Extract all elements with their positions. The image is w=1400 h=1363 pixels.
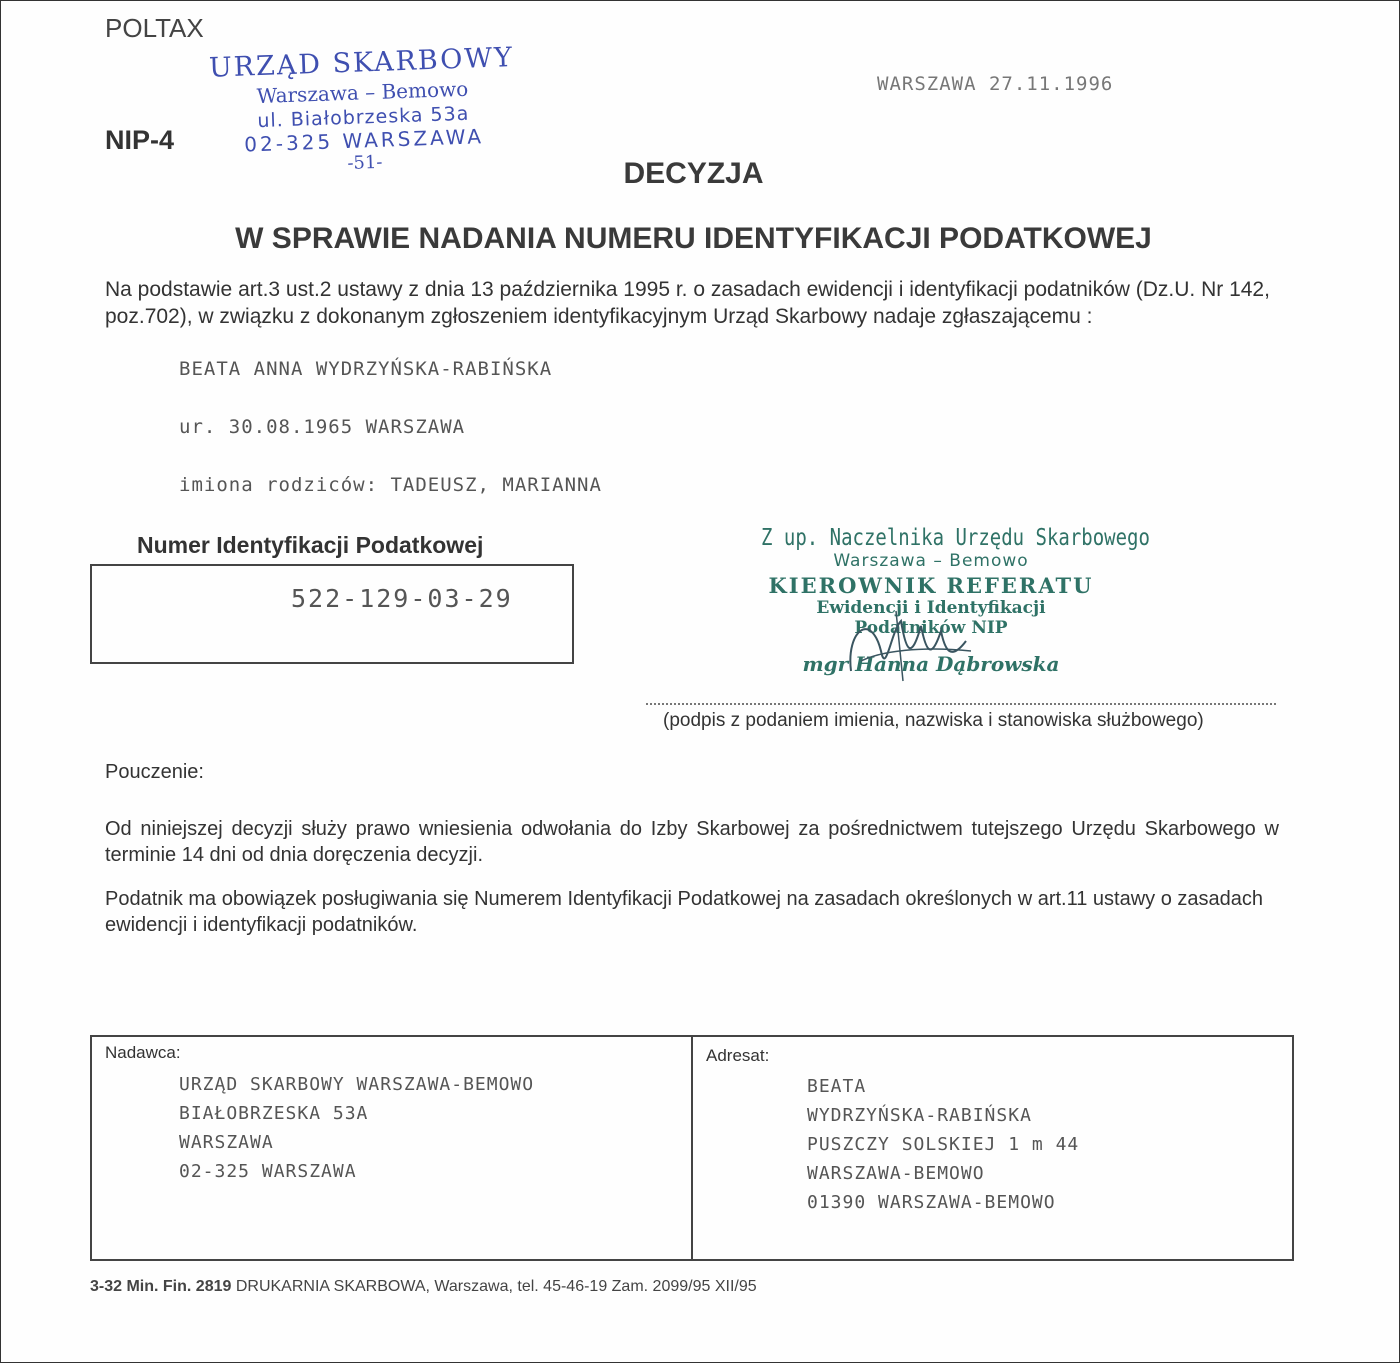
print-footer xyxy=(90,1278,757,1296)
recipient-line: PUSZCZY SOLSKIEJ 1 m 44 xyxy=(807,1134,1080,1155)
office-stamp-line: Warszawa – Bemowo xyxy=(256,76,469,109)
recipient-label: Adresat: xyxy=(706,1046,770,1065)
footer-code: 3-32 Min. Fin. 2819 xyxy=(90,1278,232,1295)
signature-stamp-line: Z up. Naczelnika Urzędu Skarbowego xyxy=(761,524,1150,552)
signature-stamp-line: Warszawa – Bemowo xyxy=(833,551,1029,571)
office-stamp-line: ul. Białobrzeska 53a xyxy=(257,102,470,133)
signature-stamp-line: mgr Hanna Dąbrowska xyxy=(802,652,1060,676)
sender-line: BIAŁOBRZESKA 53A xyxy=(179,1103,369,1124)
person-name: BEATA ANNA WYDRZYŃSKA-RABIŃSKA xyxy=(179,358,553,380)
footer-text: DRUKARNIA SKARBOWA, Warszawa, tel. 45-46-19 Zam. 2099/95 XII/95 xyxy=(235,1278,757,1295)
issue-date: WARSZAWA 27.11.1996 xyxy=(877,73,1114,95)
address-divider xyxy=(691,1037,693,1259)
handwritten-signature xyxy=(841,591,981,691)
signature-line xyxy=(646,703,1276,705)
signature-stamp-line: Podatników NIP xyxy=(854,618,1008,638)
nip-value: 522-129-03-29 xyxy=(291,584,513,613)
sender-line: URZĄD SKARBOWY WARSZAWA-BEMOWO xyxy=(179,1074,535,1095)
signature-caption: (podpis z podaniem imienia, nazwiska i stanowiska służbowego) xyxy=(663,710,1204,731)
recipient-line: BEATA xyxy=(807,1076,867,1097)
sender-line: WARSZAWA xyxy=(179,1132,274,1153)
intro-paragraph: Na podstawie art.3 ust.2 ustawy z dnia 13 października 1995 r. o zasadach ewidencji i identyfikacji podatników (Dz.U. Nr 142, poz.702), w związku z dokonanym zgłoszeniem identyfikacyjnym Urząd Skarbowy nadaje zgłaszającemu : xyxy=(105,278,1270,328)
recipient-line: WYDRZYŃSKA-RABIŃSKA xyxy=(807,1105,1032,1126)
instructions-paragraph: Podatnik ma obowiązek posługiwania się Numerem Identyfikacji Podatkowej na zasadach określonych w art.11 ustawy o zasadach ewidencji i identyfikacji podatników. xyxy=(105,888,1264,936)
person-parents: imiona rodziców: TADEUSZ, MARIANNA xyxy=(179,474,602,496)
person-birth: ur. 30.08.1965 WARSZAWA xyxy=(179,416,466,438)
brand-label: POLTAX xyxy=(105,13,204,43)
signature-stamp-line: KIEROWNIK REFERATU xyxy=(768,573,1094,598)
nip-label: Numer Identyfikacji Podatkowej xyxy=(137,532,484,558)
sender-line: 02-325 WARSZAWA xyxy=(179,1161,357,1182)
recipient-line: WARSZAWA-BEMOWO xyxy=(807,1163,985,1184)
nip-box xyxy=(90,564,574,664)
office-stamp-line: 02-325 WARSZAWA xyxy=(243,124,485,157)
office-stamp-line: URZĄD SKARBOWY xyxy=(208,42,515,84)
office-stamp-line: -51- xyxy=(347,151,383,174)
recipient-line: 01390 WARSZAWA-BEMOWO xyxy=(807,1192,1056,1213)
signature-stamp-line: Ewidencji i Identyfikacji xyxy=(816,598,1046,618)
instructions-heading: Pouczenie: xyxy=(105,761,204,783)
form-code: NIP-4 xyxy=(105,125,175,155)
document-title: DECYZJA xyxy=(623,157,764,190)
sender-label: Nadawca: xyxy=(105,1043,181,1062)
document-subtitle: W SPRAWIE NADANIA NUMERU IDENTYFIKACJI PODATKOWEJ xyxy=(235,222,1152,255)
instructions-paragraph: Od niniejszej decyzji służy prawo wniesienia odwołania do Izby Skarbowej za pośrednictwem tutejszego Urzędu Skarbowego w terminie 14 dni od dnia doręczenia decyzji. xyxy=(105,818,1279,866)
